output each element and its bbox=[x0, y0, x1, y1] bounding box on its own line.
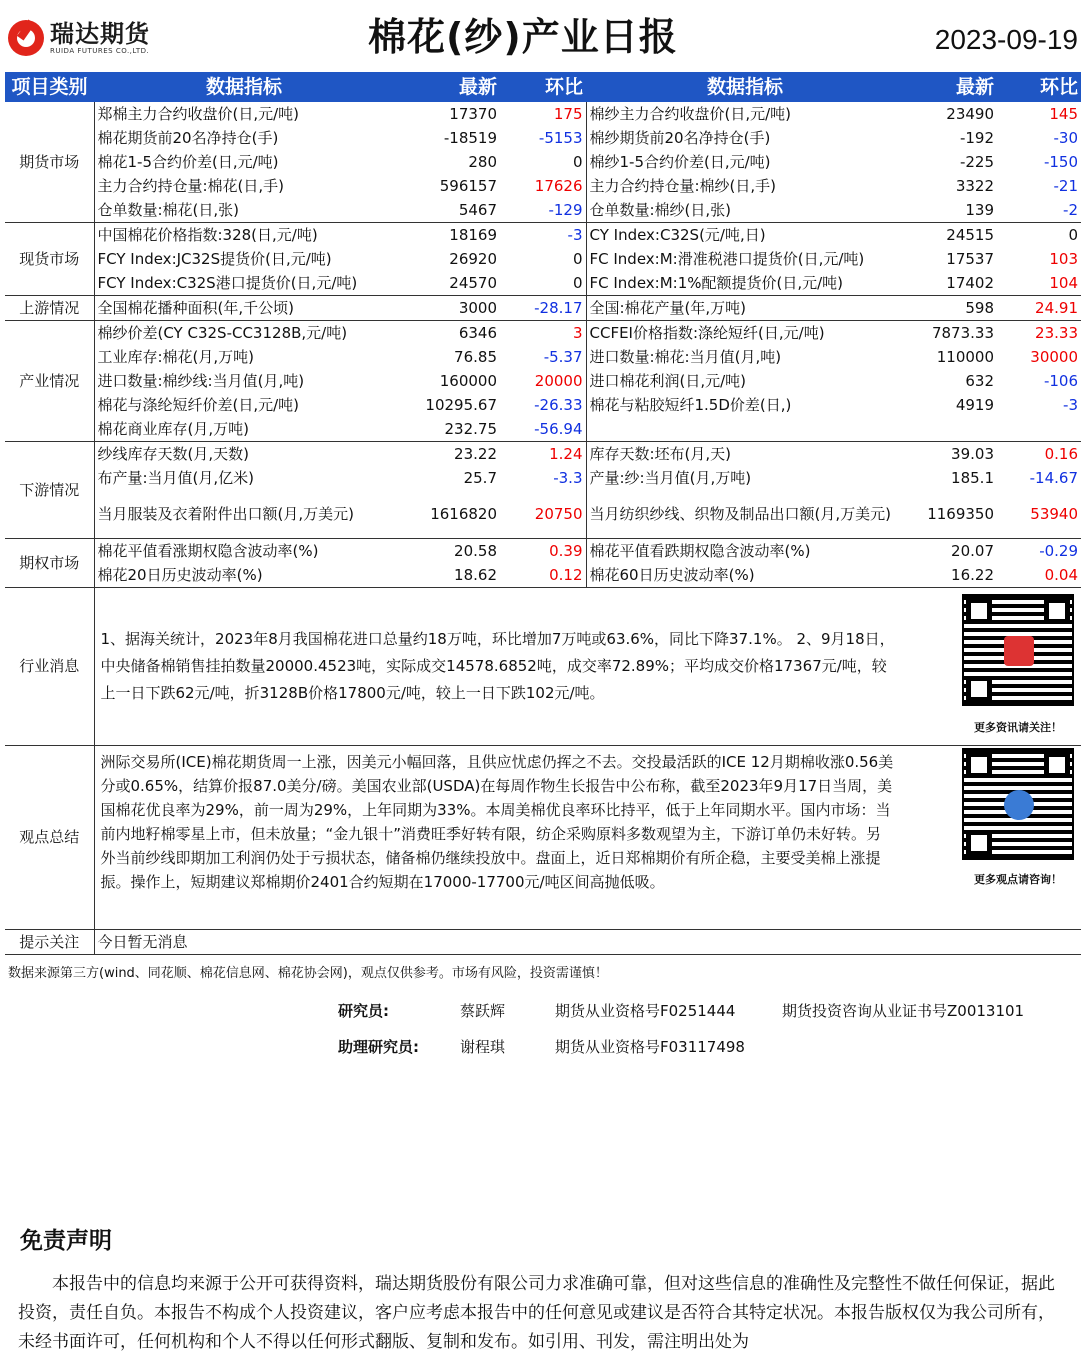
table-row bbox=[5, 563, 1081, 588]
latest-cell-2: 17402 bbox=[904, 271, 997, 296]
table-row bbox=[5, 126, 1081, 150]
outlook-text: 洲际交易所(ICE)棉花期货周一上涨，因美元小幅回落，且供应忧虑仍挥之不去。交投最活跃的ICE 12月期棉收涨0.56美分或0.65%，结算价报87.0美分/磅。美国农业部(USDA)在每周作物生长报告中公布称，截至2023年9月17日当周，美国棉花优良率为29%，前一周为29%，上年同期为33%。本周美棉优良率环比持平，低于上年同期水平。国内市场：当前内地籽棉零星上市，但未放量；“金九银十”消费旺季好转有限，纺企采购原料多数观望为主，下游订单仍未好转。另外当前纱线即期加工利润仍处于亏损状态，储备棉仍继续投放中。盘面上，近日郑棉期价有所企稳，主要受美棉上涨提振。操作上，短期建议郑棉期价2401合约短期在17000-17700元/吨区间高抛低吸。 bbox=[100, 752, 894, 891]
change-cell: 175 bbox=[500, 102, 586, 126]
table-header-row bbox=[5, 72, 1081, 102]
change-cell: 20000 bbox=[500, 369, 586, 393]
change-cell: 17626 bbox=[500, 174, 586, 198]
change-cell-2: 103 bbox=[1049, 250, 1078, 268]
indicator-cell-2: 棉花平值看跌期权隐含波动率(%) bbox=[589, 541, 811, 560]
industry-news-text: 1、据海关统计，2023年8月我国棉花进口总量约18万吨，环比增加7万吨或63.6%，同比下降37.1%。 2、9月18日，中央储备棉销售挂拍数量20000.4523吨，实际成交14578.6852吨，成交率72.89%；平均成交价格17367元/吨，较上一日下跌62元/吨，折3128B价格17800元/吨，较上一日下跌102元/吨。 bbox=[100, 629, 895, 702]
industry-news-label: 行业消息 bbox=[5, 587, 94, 745]
change-cell-2: 0.16 bbox=[1044, 445, 1078, 463]
latest-cell-2: 632 bbox=[965, 372, 994, 390]
change-cell: -26.33 bbox=[500, 393, 586, 417]
category-cell: 期权市场 bbox=[5, 538, 94, 587]
change-cell: 0 bbox=[500, 247, 586, 271]
table-row bbox=[5, 490, 1081, 538]
latest-cell-2: 24515 bbox=[946, 226, 994, 244]
latest-cell-2: 16.22 bbox=[904, 563, 997, 588]
indicator-cell-2: CY Index:C32S(元/吨,日) bbox=[589, 226, 766, 244]
indicator-cell-2: 棉纱期货前20名净持仓(手) bbox=[589, 129, 771, 147]
change-cell: -3.3 bbox=[500, 466, 586, 490]
qr-code-icon bbox=[962, 748, 1074, 860]
indicator-cell-2: FC Index:M:1%配额提货价(日,元/吨) bbox=[586, 271, 904, 296]
indicator-cell-2: 产量:纱:当月值(月,万吨) bbox=[589, 469, 752, 487]
latest-cell: 18169 bbox=[449, 226, 497, 244]
change-cell-2: 23.33 bbox=[1035, 324, 1078, 342]
header-category: 项目类别 bbox=[5, 72, 94, 102]
header-latest-2: 最新 bbox=[904, 72, 997, 102]
latest-cell: 20.58 bbox=[454, 541, 497, 560]
indicator-cell-2: 棉花与粘胶短纤1.5D价差(日,) bbox=[589, 396, 792, 414]
table-row bbox=[5, 174, 1081, 198]
change-cell-2: 53940 bbox=[997, 490, 1081, 538]
change-cell: -28.17 bbox=[500, 296, 586, 321]
latest-cell: 76.85 bbox=[454, 348, 497, 366]
qr-caption-outlook: 更多观点请咨询！ bbox=[974, 872, 1062, 886]
category-cell: 产业情况 bbox=[5, 321, 94, 442]
table-row bbox=[5, 271, 1081, 296]
latest-cell-2: -225 bbox=[959, 153, 994, 171]
assistant-role: 助理研究员: bbox=[338, 1038, 419, 1056]
data-table bbox=[5, 72, 1081, 955]
change-cell-2: -0.29 bbox=[1039, 541, 1078, 560]
category-cell: 上游情况 bbox=[5, 296, 94, 321]
qr-code-icon bbox=[962, 594, 1074, 706]
indicator-cell: FCY Index:JC32S提货价(日,元/吨) bbox=[97, 250, 332, 268]
indicator-cell: 工业库存:棉花(月,万吨) bbox=[97, 348, 255, 366]
change-cell-2: 145 bbox=[1049, 105, 1078, 123]
indicator-cell-2 bbox=[586, 417, 904, 442]
change-cell: 0 bbox=[500, 150, 586, 174]
indicator-cell: 当月服装及衣着附件出口额(月,万美元) bbox=[94, 490, 394, 538]
indicator-cell-2: CCFEI价格指数:涤纶短纤(日,元/吨) bbox=[589, 324, 825, 342]
latest-cell: 160000 bbox=[439, 372, 497, 390]
indicator-cell: 进口数量:棉纱线:当月值(月,吨) bbox=[97, 372, 305, 390]
change-cell-2: -21 bbox=[1053, 177, 1078, 195]
indicator-cell-2: 仓单数量:棉纱(日,张) bbox=[586, 198, 904, 223]
researcher-name: 蔡跃辉 bbox=[460, 1002, 506, 1020]
reminder-label: 提示关注 bbox=[5, 929, 94, 954]
researcher-role: 研究员: bbox=[338, 1002, 389, 1020]
indicator-cell-2: 库存天数:坯布(月,天) bbox=[589, 445, 732, 463]
table-row bbox=[5, 296, 1081, 321]
table-row bbox=[5, 393, 1081, 417]
change-cell-2: -106 bbox=[1043, 372, 1078, 390]
industry-news-row bbox=[5, 587, 1081, 745]
latest-cell: 232.75 bbox=[394, 417, 500, 442]
change-cell-2: -150 bbox=[1043, 153, 1078, 171]
latest-cell-2: 598 bbox=[904, 296, 997, 321]
change-cell-2: -3 bbox=[1063, 396, 1078, 414]
latest-cell: 10295.67 bbox=[425, 396, 497, 414]
change-cell: 1.24 bbox=[500, 442, 586, 467]
researcher-cert: 期货从业资格号F0251444 bbox=[555, 1002, 736, 1020]
indicator-cell-2: 主力合约持仓量:棉纱(日,手) bbox=[589, 177, 777, 195]
table-row bbox=[5, 321, 1081, 346]
latest-cell: 25.7 bbox=[463, 469, 497, 487]
disclaimer-title: 免责声明 bbox=[20, 1228, 112, 1254]
latest-cell-2: 17537 bbox=[946, 250, 994, 268]
report-date: 2023-09-19 bbox=[934, 24, 1078, 55]
report-header bbox=[0, 0, 1086, 68]
latest-cell: 23.22 bbox=[454, 445, 497, 463]
header-latest: 最新 bbox=[394, 72, 500, 102]
latest-cell-2 bbox=[904, 417, 997, 442]
change-cell-2: -30 bbox=[1053, 129, 1078, 147]
change-cell-2: 0 bbox=[1068, 226, 1078, 244]
indicator-cell: 棉花与涤纶短纤价差(日,元/吨) bbox=[97, 396, 300, 414]
outlook-label: 观点总结 bbox=[5, 745, 94, 929]
reminder-row bbox=[5, 929, 1081, 954]
table-row bbox=[5, 442, 1081, 467]
outlook-row bbox=[5, 745, 1081, 929]
change-cell-2: 0.04 bbox=[997, 563, 1081, 588]
indicator-cell: 全国棉花播种面积(年,千公顷) bbox=[94, 296, 394, 321]
change-cell: 0 bbox=[500, 271, 586, 296]
change-cell-2 bbox=[997, 417, 1081, 442]
change-cell-2: -2 bbox=[997, 198, 1081, 223]
header-indicator-2: 数据指标 bbox=[586, 72, 904, 102]
indicator-cell-2: 当月纺织纱线、织物及制品出口额(月,万美元) bbox=[586, 490, 904, 538]
indicator-cell: 棉花期货前20名净持仓(手) bbox=[97, 129, 279, 147]
table-row bbox=[5, 417, 1081, 442]
source-note: 数据来源第三方(wind、同花顺、棉花信息网、棉花协会网)，观点仅供参考。市场有风险，投资需谨慎！ bbox=[8, 966, 608, 981]
latest-cell: 24570 bbox=[394, 271, 500, 296]
latest-cell: 1616820 bbox=[394, 490, 500, 538]
industry-news-cell bbox=[94, 587, 1081, 745]
indicator-cell: 郑棉主力合约收盘价(日,元/吨) bbox=[97, 105, 300, 123]
latest-cell: 17370 bbox=[449, 105, 497, 123]
change-cell: -3 bbox=[500, 223, 586, 248]
table-row bbox=[5, 466, 1081, 490]
latest-cell: 3000 bbox=[394, 296, 500, 321]
header-indicator: 数据指标 bbox=[94, 72, 394, 102]
indicator-cell: 棉纱价差(CY C32S-CC3128B,元/吨) bbox=[97, 324, 348, 342]
header-change: 环比 bbox=[500, 72, 586, 102]
assistant-name: 谢程琪 bbox=[460, 1038, 506, 1056]
change-cell-2: 104 bbox=[997, 271, 1081, 296]
latest-cell-2: 23490 bbox=[946, 105, 994, 123]
indicator-cell: 布产量:当月值(月,亿米) bbox=[97, 469, 255, 487]
category-cell: 期货市场 bbox=[5, 102, 94, 223]
table-row bbox=[5, 198, 1081, 223]
change-cell: -5.37 bbox=[500, 345, 586, 369]
indicator-cell: 棉花20日历史波动率(%) bbox=[94, 563, 394, 588]
latest-cell-2: 1169350 bbox=[904, 490, 997, 538]
latest-cell: -18519 bbox=[443, 129, 497, 147]
change-cell-2: -14.67 bbox=[1029, 469, 1078, 487]
table-row bbox=[5, 247, 1081, 271]
indicator-cell: 主力合约持仓量:棉花(日,手) bbox=[97, 177, 285, 195]
indicator-cell-2: FC Index:M:滑准税港口提货价(日,元/吨) bbox=[589, 250, 865, 268]
indicator-cell: FCY Index:C32S港口提货价(日,元/吨) bbox=[94, 271, 394, 296]
table-row bbox=[5, 369, 1081, 393]
latest-cell-2: -192 bbox=[959, 129, 994, 147]
indicator-cell: 仓单数量:棉花(日,张) bbox=[94, 198, 394, 223]
qr-code-news bbox=[959, 594, 1077, 741]
change-cell: -56.94 bbox=[500, 417, 586, 442]
latest-cell-2: 3322 bbox=[955, 177, 994, 195]
change-cell: 0.39 bbox=[500, 538, 586, 563]
indicator-cell: 纱线库存天数(月,天数) bbox=[97, 445, 249, 463]
latest-cell-2: 39.03 bbox=[951, 445, 994, 463]
logo-name: 瑞达期货 bbox=[50, 20, 150, 48]
change-cell: -129 bbox=[500, 198, 586, 223]
latest-cell-2: 110000 bbox=[936, 348, 994, 366]
indicator-cell: 中国棉花价格指数:328(日,元/吨) bbox=[97, 226, 318, 244]
header-change-2: 环比 bbox=[997, 72, 1081, 102]
latest-cell: 26920 bbox=[449, 250, 497, 268]
category-cell: 下游情况 bbox=[5, 442, 94, 539]
indicator-cell-2: 全国:棉花产量(年,万吨) bbox=[586, 296, 904, 321]
report-title: 棉花(纱)产业日报 bbox=[368, 15, 678, 59]
indicator-cell: 棉花平值看涨期权隐含波动率(%) bbox=[97, 541, 319, 560]
change-cell: 20750 bbox=[500, 490, 586, 538]
latest-cell-2: 185.1 bbox=[951, 469, 994, 487]
latest-cell-2: 139 bbox=[904, 198, 997, 223]
latest-cell-2: 20.07 bbox=[951, 541, 994, 560]
change-cell-2: 30000 bbox=[1030, 348, 1078, 366]
latest-cell: 18.62 bbox=[394, 563, 500, 588]
disclaimer-text: 本报告中的信息均来源于公开可获得资料，瑞达期货股份有限公司力求准确可靠，但对这些信息的准确性及完整性不做任何保证，据此投资，责任自负。本报告不构成个人投资建议，客户应考虑本报告中的任何意见或建议是否符合其特定状况。本报告版权仅为我公司所有，未经书面许可，任何机构和个人不得以任何形式翻版、复制和发布。如引用、刊发，需注明出处为 bbox=[18, 1274, 1055, 1352]
logo-icon bbox=[8, 20, 44, 56]
researcher-consult-cert: 期货投资咨询从业证书号Z0013101 bbox=[782, 1002, 1025, 1020]
qr-code-outlook bbox=[959, 748, 1077, 892]
assistant-cert: 期货从业资格号F03117498 bbox=[555, 1038, 745, 1056]
change-cell: 3 bbox=[500, 321, 586, 346]
reminder-text: 今日暂无消息 bbox=[94, 929, 1081, 954]
latest-cell-2: 4919 bbox=[955, 396, 994, 414]
change-cell-2: 24.91 bbox=[997, 296, 1081, 321]
latest-cell: 6346 bbox=[458, 324, 497, 342]
indicator-cell: 棉花商业库存(月,万吨) bbox=[94, 417, 394, 442]
change-cell: -5153 bbox=[500, 126, 586, 150]
indicator-cell-2: 进口数量:棉花:当月值(月,吨) bbox=[589, 348, 782, 366]
indicator-cell: 棉花1-5合约价差(日,元/吨) bbox=[97, 153, 279, 171]
latest-cell: 596157 bbox=[439, 177, 497, 195]
latest-cell: 5467 bbox=[394, 198, 500, 223]
indicator-cell-2: 棉纱主力合约收盘价(日,元/吨) bbox=[589, 105, 792, 123]
latest-cell-2: 7873.33 bbox=[931, 324, 994, 342]
change-cell: 0.12 bbox=[500, 563, 586, 588]
table-row bbox=[5, 102, 1081, 126]
company-logo bbox=[8, 20, 150, 56]
outlook-cell bbox=[94, 745, 1081, 929]
table-row bbox=[5, 150, 1081, 174]
qr-caption-news: 更多资讯请关注！ bbox=[974, 720, 1062, 734]
latest-cell: 280 bbox=[468, 153, 497, 171]
table-row bbox=[5, 538, 1081, 563]
table-row bbox=[5, 223, 1081, 248]
category-cell: 现货市场 bbox=[5, 223, 94, 296]
table-row bbox=[5, 345, 1081, 369]
indicator-cell-2: 棉花60日历史波动率(%) bbox=[586, 563, 904, 588]
logo-english-name: RUIDA FUTURES CO.,LTD. bbox=[50, 47, 150, 55]
indicator-cell-2: 棉纱1-5合约价差(日,元/吨) bbox=[589, 153, 771, 171]
indicator-cell-2: 进口棉花利润(日,元/吨) bbox=[589, 372, 747, 390]
